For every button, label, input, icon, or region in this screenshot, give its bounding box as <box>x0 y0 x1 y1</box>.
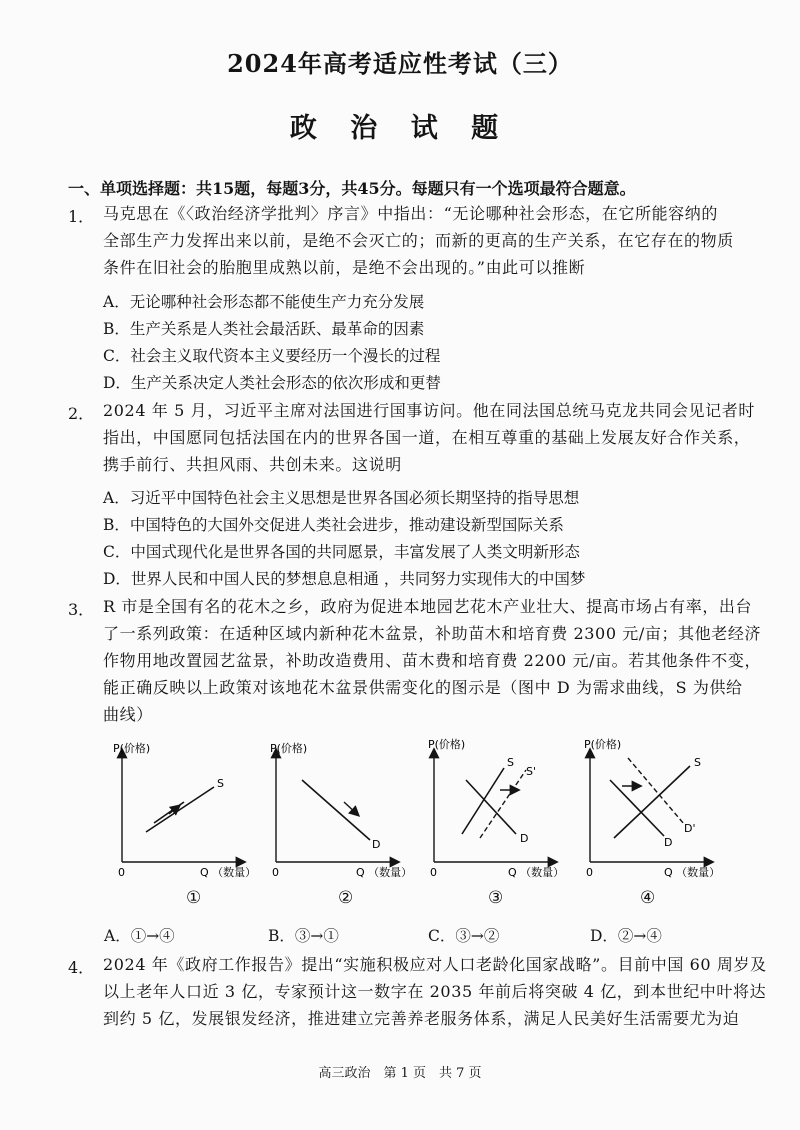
stem-line: 全部生产力发挥出来以前，是绝不会灭亡的；而新的更高的生产关系，在它存在的物质 <box>103 231 734 250</box>
stem-line: 2024 年《政府工作报告》提出“实施积极应对人口老龄化国家战略”。目前中国 60 周岁及 <box>103 955 767 974</box>
question-number: 4． <box>68 958 95 977</box>
stem-line: 作物用地改置园艺盆景，补助改造费用、苗木费和培育费 2200 元/亩。若其他条件不变， <box>103 651 762 670</box>
stem-line: R 市是全国有名的花木之乡，政府为促进本地园艺花木产业壮大、提高市场占有率，出台 <box>103 597 753 616</box>
q1-option-c[interactable]: C．社会主义取代资本主义要经历一个漫长的过程 <box>103 347 441 365</box>
graph-3 <box>428 737 564 879</box>
origin-label: 0 <box>272 866 279 879</box>
q2-option-d[interactable]: D．世界人民和中国人民的梦想息息相通 ，共同努力实现伟大的中国梦 <box>103 570 586 588</box>
q1-option-a[interactable]: A．无论哪种社会形态都不能使生产力充分发展 <box>103 293 425 311</box>
q3-option-b[interactable]: B．③→① <box>268 927 339 945</box>
graph-3-label: ③ <box>488 888 504 908</box>
y-axis-label: P(价格) <box>270 742 308 755</box>
supply-curve <box>462 768 504 834</box>
q1-option-d[interactable]: D．生产关系决定人类社会形态的依次形成和更替 <box>103 374 441 392</box>
q2-option-b[interactable]: B．中国特色的大国外交促进人类社会进步，推动建设新型国际关系 <box>103 516 564 534</box>
x-axis-label: Q （数量） <box>664 866 721 879</box>
stem-line: 以上老年人口近 3 亿，专家预计这一数字在 2035 年前后将突破 4 亿，到本世纪中叶将达 <box>103 982 767 1001</box>
curve-label: S <box>217 777 224 790</box>
stem-line: 马克思在《〈政治经济学批判〉序言》中指出：“无论哪种社会形态，在它所能容纳的 <box>103 204 718 223</box>
question-2-stem <box>103 397 755 478</box>
q3-option-d[interactable]: D．②→④ <box>590 927 662 945</box>
supply-curve <box>614 766 690 838</box>
q2-option-a[interactable]: A．习近平中国特色社会主义思想是世界各国必须长期坚持的指导思想 <box>103 489 580 507</box>
stem-line: 携手前行、共担风雨、共创未来。这说明 <box>103 455 402 474</box>
exam-title: 2024年高考适应性考试（三） <box>227 49 573 78</box>
origin-label: 0 <box>118 866 125 879</box>
q1-option-b[interactable]: B．生产关系是人类社会最活跃、最革命的因素 <box>103 320 425 338</box>
stem-line: 能正确反映以上政策对该地花木盆景供需变化的图示是（图中 D 为需求曲线，S 为供给 <box>103 678 743 697</box>
curve-label: S <box>694 756 701 769</box>
graph-2 <box>270 741 412 879</box>
graph-4 <box>584 737 720 879</box>
graph-2-label: ② <box>338 888 354 908</box>
origin-label: 0 <box>586 866 593 879</box>
supply-curve <box>146 787 214 832</box>
stem-line: 指出，中国愿同包括法国在内的世界各国一道，在相互尊重的基础上发展友好合作关系， <box>103 428 751 447</box>
curve-label: D' <box>684 822 696 835</box>
stem-line: 到约 5 亿，发展银发经济，推进建立完善养老服务体系，满足人民美好生活需要尤为迫 <box>103 1009 740 1028</box>
q3-option-a[interactable]: A．①→④ <box>104 927 175 945</box>
page-footer: 高三政治 第 1 页 共 7 页 <box>318 1066 482 1081</box>
graph-1 <box>113 741 256 879</box>
curve-label: D <box>664 836 673 849</box>
demand-curve <box>302 780 370 840</box>
demand-curve <box>610 780 664 836</box>
q3-option-c[interactable]: C．③→② <box>428 927 500 945</box>
question-number: 3． <box>68 600 95 619</box>
q2-option-c[interactable]: C．中国式现代化是世界各国的共同愿景，丰富发展了人类文明新形态 <box>103 543 580 561</box>
demand-curve-shifted <box>628 758 684 824</box>
x-axis-label: Q （数量） <box>356 866 413 879</box>
subject-title: 政 治 试 题 <box>289 113 511 144</box>
graph-4-label: ④ <box>640 888 656 908</box>
question-number: 1． <box>68 207 95 226</box>
stem-line: 曲线） <box>103 705 153 724</box>
shift-arrow-icon <box>344 802 358 815</box>
section-header: 一、单项选择题：共15题，每题3分，共45分。每题只有一个选项最符合题意。 <box>68 179 636 198</box>
question-number: 2． <box>68 404 95 423</box>
origin-label: 0 <box>430 866 437 879</box>
x-axis-label: Q （数量） <box>200 866 257 879</box>
question-stem <box>103 200 734 281</box>
y-axis-label: P(价格) <box>584 738 622 751</box>
supply-curve-shifted <box>480 770 526 838</box>
curve-label: S' <box>526 765 537 778</box>
y-axis-label: P(价格) <box>113 742 151 755</box>
supply-demand-graphs <box>0 730 800 910</box>
question-4-stem <box>103 951 767 1032</box>
y-axis-label: P(价格) <box>428 738 466 751</box>
stem-line: 2024 年 5 月，习近平主席对法国进行国事访问。他在同法国总统马克龙共同会见记者时 <box>103 401 755 420</box>
shift-arrow-icon <box>154 802 184 823</box>
graph-1-label: ① <box>186 888 202 908</box>
question-3-stem <box>103 593 761 728</box>
curve-label: S <box>507 756 514 769</box>
x-axis-label: Q （数量） <box>508 866 565 879</box>
curve-label: D <box>520 832 529 845</box>
curve-label: D <box>372 838 381 851</box>
stem-line: 了一系列政策：在适种区域内新种花木盆景，补助苗木和培育费 2300 元/亩；其他老经济 <box>103 624 762 643</box>
stem-line: 条件在旧社会的胎胞里成熟以前，是绝不会出现的。”由此可以推断 <box>103 258 586 277</box>
